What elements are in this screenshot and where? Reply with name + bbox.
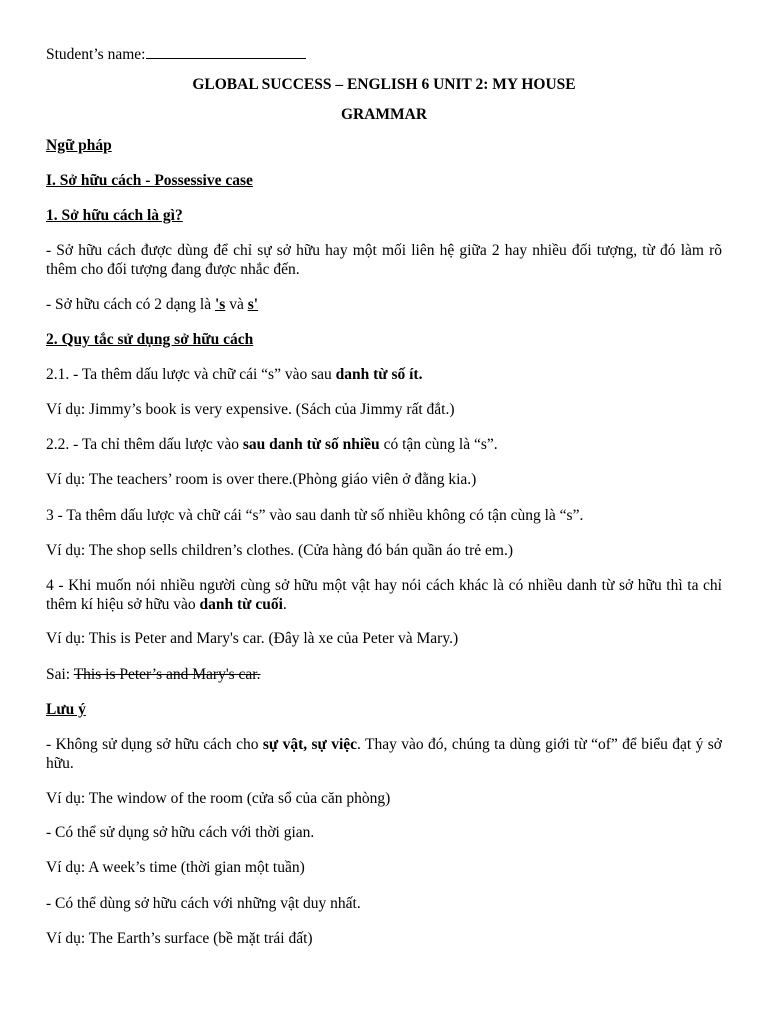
note-1-text-end: . Thay vào đó, chúng ta dùng giới từ “of” để biểu đạt ý sở hữu. [46,736,722,772]
wrong-label: Sai: [46,666,74,683]
rule-2-text-end: có tận cùng là “s”. [379,436,498,453]
note-heading: Lưu ý [46,701,86,718]
rule-1-emphasis: danh từ số ít. [335,366,423,383]
student-name-label: Student’s name: [46,46,146,63]
possessive-case-heading: I. Sở hữu cách - Possessive case [46,172,253,189]
note-1-emphasis: sự vật, sự việc [262,736,358,753]
rule-3: 3 - Ta thêm dấu lược và chữ cái “s” vào sau danh từ số nhiều không có tận cùng là “s”. [46,507,584,524]
note-1-text: - Không sử dụng sở hữu cách cho [46,736,263,753]
note-2: - Có thể sử dụng sở hữu cách với thời gian. [46,824,315,841]
note-2-example: Ví dụ: A week’s time (thời gian một tuần) [46,859,305,876]
rule-1 [46,365,722,384]
rule-1-example: Ví dụ: Jimmy’s book is very expensive. (Sách của Jimmy rất đắt.) [46,401,455,418]
usage-rules-heading: 2. Quy tắc sử dụng sở hữu cách [46,331,254,348]
rule-4-example: Ví dụ: This is Peter and Mary's car. (Đây là xe của Peter và Mary.) [46,630,459,647]
document-title: GLOBAL SUCCESS – ENGLISH 6 UNIT 2: MY HOUSE [192,76,576,93]
wrong-example [46,665,722,684]
rule-4-text: 4 - Khi muốn nói nhiều người cùng sở hữu một vật hay nói cách khác là có nhiều danh từ sở hữu thì ta chỉ thêm kí hiệu sở hữu vào [46,577,722,613]
forms-and: và [225,296,248,313]
note-1-example: Ví dụ: The window of the room (cửa sổ của căn phòng) [46,790,391,807]
wrong-example-text: This is Peter’s and Mary's car. [73,666,261,683]
form-apostrophe-s: 's [214,296,226,313]
rule-4-emphasis: danh từ cuối [199,596,283,613]
rule-4-text-end: . [282,596,287,613]
rule-2-example: Ví dụ: The teachers’ room is over there.(Phòng giáo viên ở đằng kia.) [46,471,477,488]
forms-paragraph [46,295,722,314]
forms-text: - Sở hữu cách có 2 dạng là [46,296,215,313]
what-is-possessive-heading: 1. Sở hữu cách là gì? [46,207,183,224]
student-name-blank[interactable] [146,44,306,59]
note-3: - Có thể dùng sở hữu cách với những vật duy nhất. [46,895,361,912]
note-1 [46,735,722,773]
rule-2-emphasis: sau danh từ số nhiều [242,436,380,453]
document-subtitle: GRAMMAR [340,106,428,123]
note-3-example: Ví dụ: The Earth’s surface (bề mặt trái đất) [46,930,313,947]
rule-1-text: 2.1. - Ta thêm dấu lược và chữ cái “s” vào sau [46,366,336,383]
rule-4 [46,576,722,614]
student-name-line [46,44,722,64]
form-s-apostrophe: s' [247,296,259,313]
rule-2-text: 2.2. - Ta chỉ thêm dấu lược vào [46,436,243,453]
grammar-heading: Ngữ pháp [46,137,112,154]
rule-3-example: Ví dụ: The shop sells children’s clothes. (Cửa hàng đó bán quần áo trẻ em.) [46,542,513,559]
definition-paragraph: - Sở hữu cách được dùng để chỉ sự sở hữu hay một mối liên hệ giữa 2 hay nhiều đối tượng, từ đó làm rõ thêm cho đối tượng đang được nhắc đến. [46,242,722,278]
rule-2 [46,435,722,454]
